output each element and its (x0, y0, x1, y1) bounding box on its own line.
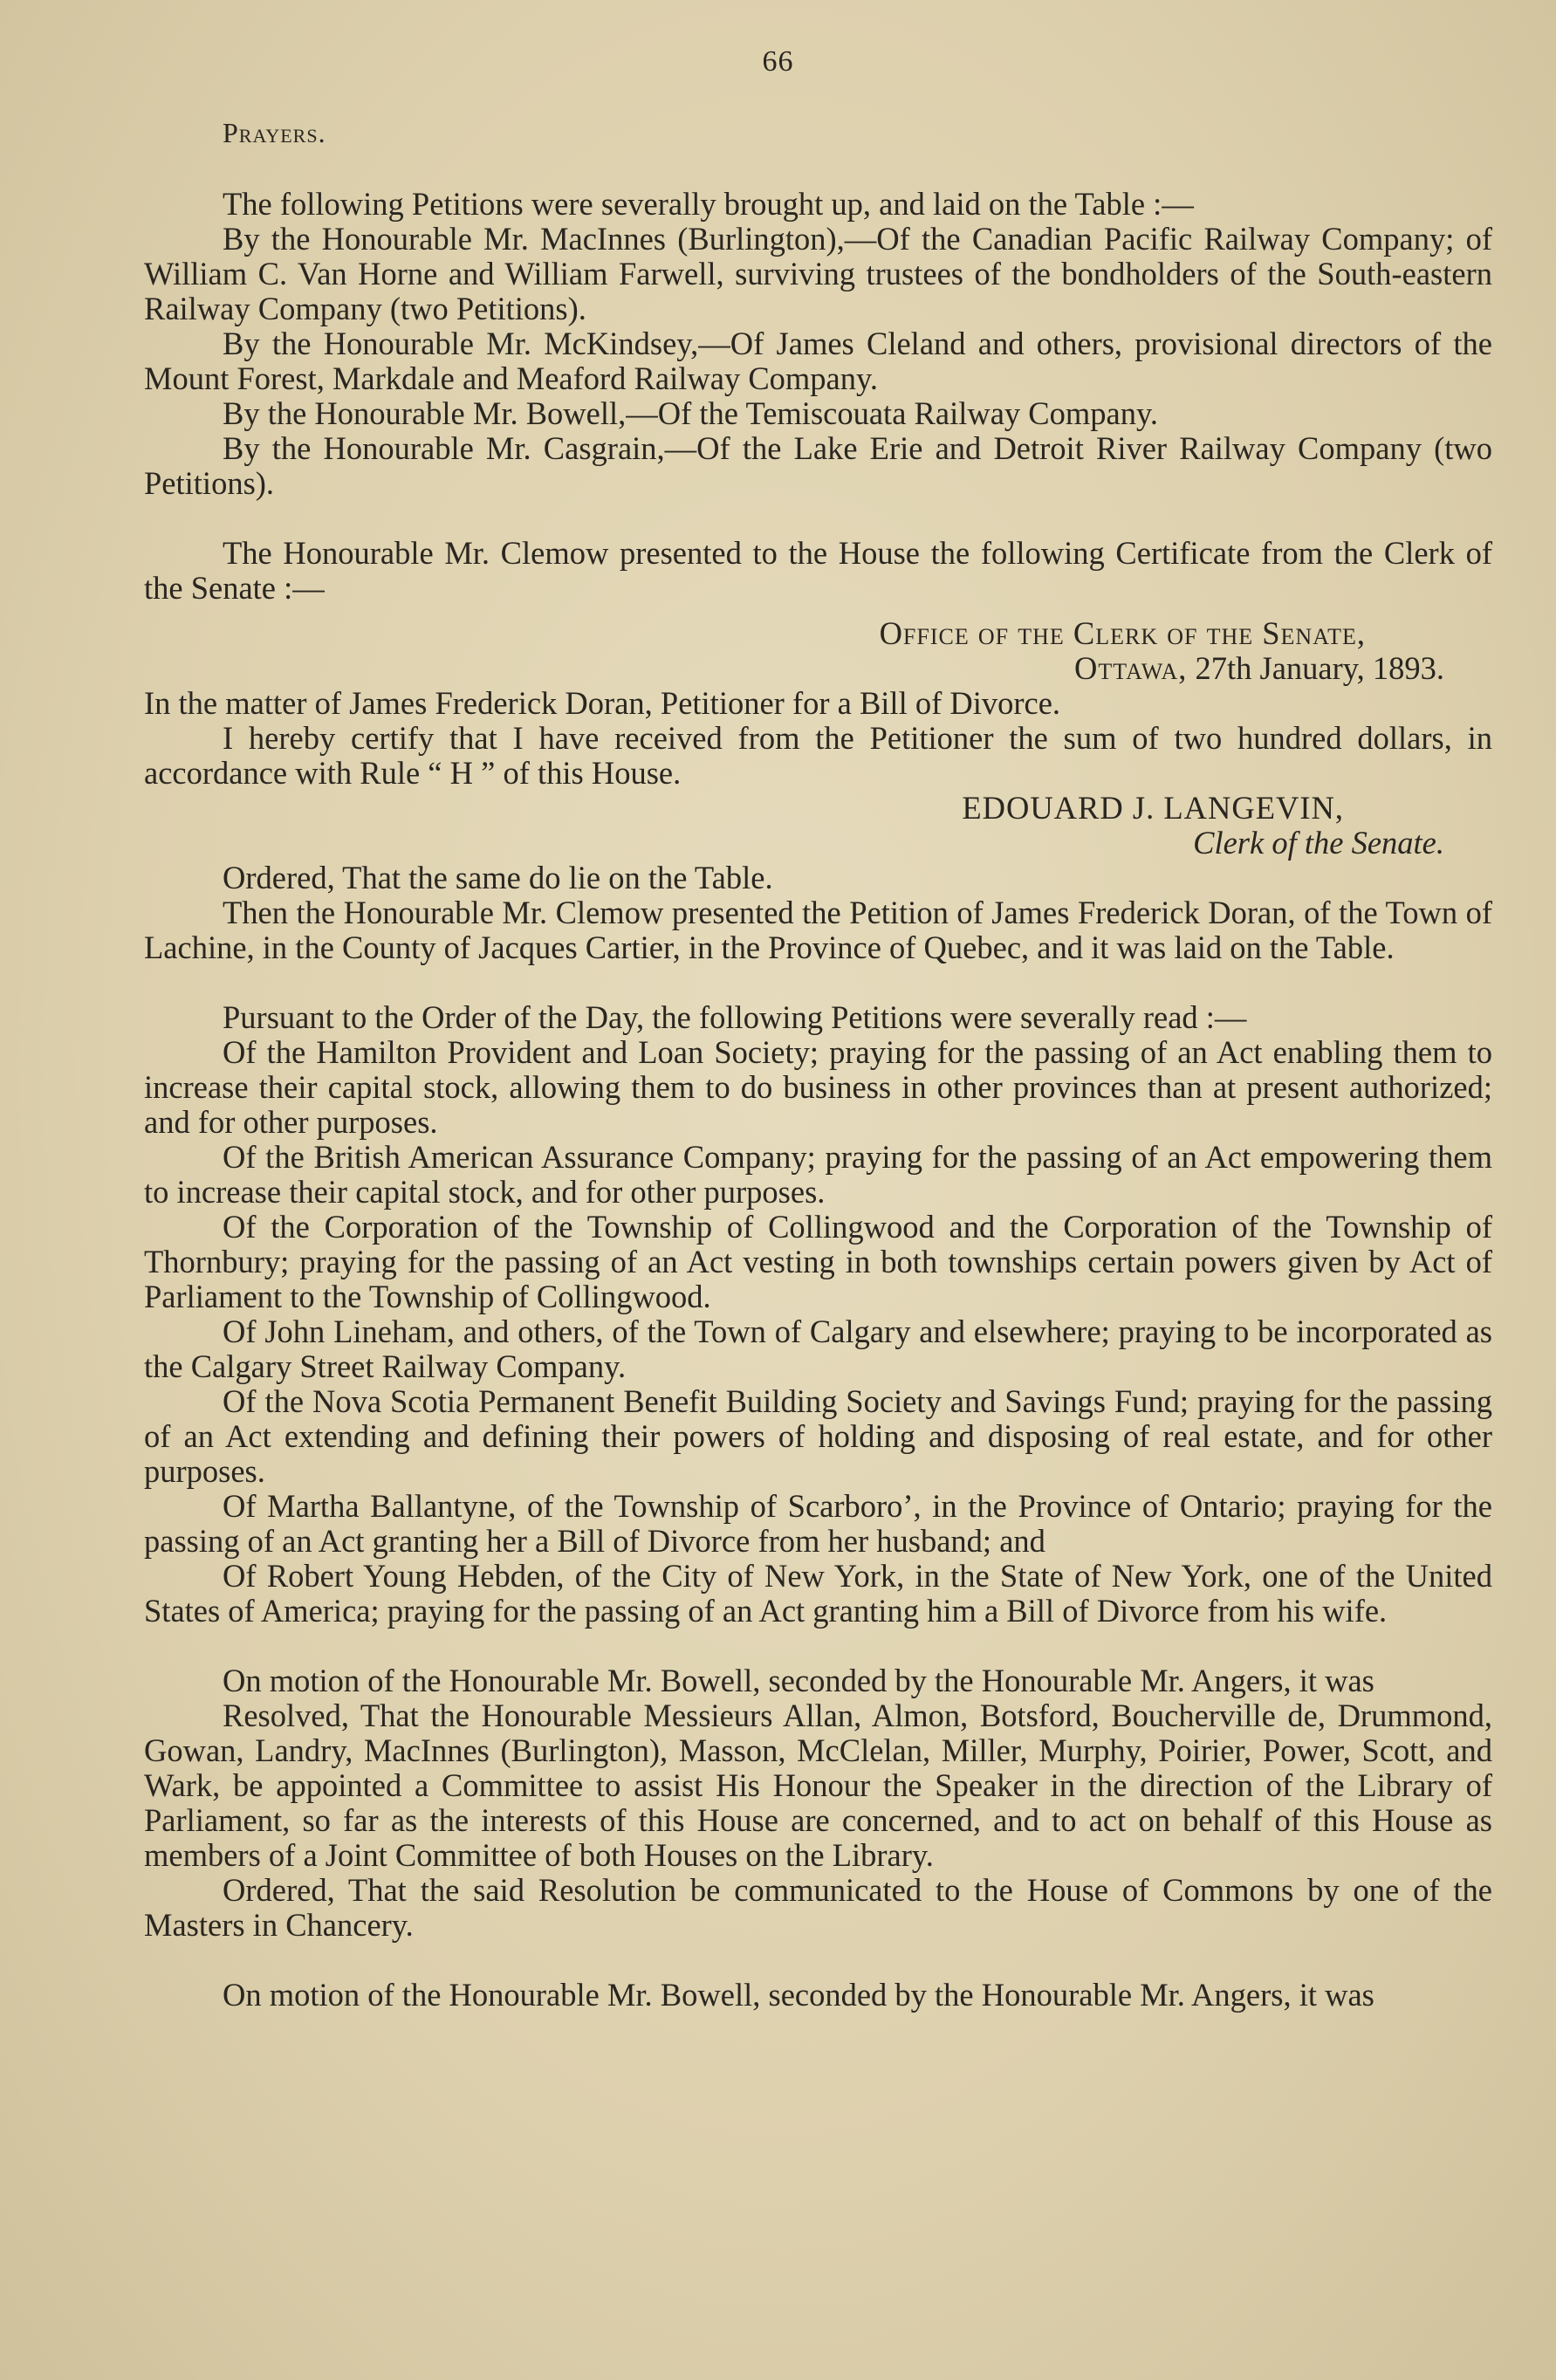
paragraph: The following Petitions were severally brought up, and laid on the Table :— (223, 186, 1194, 222)
page-body (144, 105, 1492, 2013)
paragraph: Then the Honourable Mr. Clemow presented the Petition of James Frederick Doran, of the Town of Lachine, in the County of Jacques Cartier, in the Province of Quebec, and it was laid on the Table. (144, 895, 1492, 965)
petition-item: Of the Nova Scotia Permanent Benefit Building Society and Savings Fund; praying for the passing of an Act extending and defining their powers of holding and disposing of real estate, and for other purposes. (144, 1383, 1492, 1489)
paragraph: By the Honourable Mr. MacInnes (Burlington),—Of the Canadian Pacific Railway Company; of William C. Van Horne and William Farwell, surviving trustees of the bondholders of the South-eastern Railway Company (two Petitions). (144, 221, 1492, 326)
petition-item: Of the Hamilton Provident and Loan Society; praying for the passing of an Act enabling them to increase their capital stock, allowing them to do business in other provinces than at present authorized; and for other purposes. (144, 1034, 1492, 1140)
petition-item: Of the Corporation of the Township of Collingwood and the Corporation of the Township of Thornbury; praying for the passing of an Act vesting in both townships certain powers given by Act of Parliament to the Township of Collingwood. (144, 1209, 1492, 1314)
petition-item: Of Robert Young Hebden, of the City of New York, in the State of New York, one of the United States of America; praying for the passing of an Act granting him a Bill of Divorce from his wife. (144, 1558, 1492, 1629)
section-heading: Prayers. (223, 117, 326, 148)
paragraph: By the Honourable Mr. Bowell,—Of the Temiscouata Railway Company. (223, 395, 1158, 431)
petition-item: Of Martha Ballantyne, of the Township of Scarboro’, in the Province of Ontario; praying for the passing of an Act granting her a Bill of Divorce from her husband; and (144, 1488, 1492, 1559)
certificate-intro: The Honourable Mr. Clemow presented to the House the following Certificate from the Clerk of the Senate :— (144, 535, 1492, 606)
certificate-date-line (144, 651, 1492, 686)
certificate-signer: EDOUARD J. LANGEVIN, (962, 790, 1344, 826)
petition-item: Of John Lineham, and others, of the Town of Calgary and elsewhere; praying to be incorporated as the Calgary Street Railway Company. (144, 1313, 1492, 1384)
paragraph: Pursuant to the Order of the Day, the following Petitions were severally read :— (223, 999, 1247, 1035)
resolved-paragraph: Resolved, That the Honourable Messieurs Allan, Almon, Botsford, Boucherville de, Drummond, Gowan, Landry, MacInnes (Burlington), Masson, McClelan, Miller, Murphy, Poirier, Power, Scott, and Wark, be appointed a Committee to assist His Honour the Speaker in the direction of the Library of Parliament, so far as the interests of this House are concerned, and to act on behalf of this House as members of a Joint Committee of both Houses on the Library. (144, 1698, 1492, 1873)
motion-paragraph: On motion of the Honourable Mr. Bowell, seconded by the Honourable Mr. Angers, it was (223, 1977, 1374, 2013)
paragraph: By the Honourable Mr. McKindsey,—Of James Cleland and others, provisional directors of the Mount Forest, Markdale and Meaford Railway Company. (144, 326, 1492, 396)
certificate-city: Ottawa, (1074, 650, 1188, 686)
certificate-body: I hereby certify that I have received from the Petitioner the sum of two hundred dollars, in accordance with Rule “ H ” of this House. (144, 720, 1492, 791)
ordered-paragraph: Ordered, That the said Resolution be communicated to the House of Commons by one of the Masters in Chancery. (144, 1872, 1492, 1943)
ordered-paragraph: Ordered, That the same do lie on the Table. (223, 860, 773, 895)
certificate-matter: In the matter of James Frederick Doran, Petitioner for a Bill of Divorce. (144, 685, 1061, 721)
page-number: 66 (762, 45, 794, 78)
certificate-signer-title: Clerk of the Senate. (1193, 825, 1444, 861)
certificate-date: 27th January, 1893. (1195, 650, 1444, 686)
motion-paragraph: On motion of the Honourable Mr. Bowell, seconded by the Honourable Mr. Angers, it was (223, 1663, 1374, 1698)
paragraph: By the Honourable Mr. Casgrain,—Of the Lake Erie and Detroit River Railway Company (two Petitions). (144, 430, 1492, 501)
certificate-office: Office of the Clerk of the Senate, (879, 615, 1366, 651)
petition-item: Of the British American Assurance Company; praying for the passing of an Act empowering them to increase their capital stock, and for other purposes. (144, 1139, 1492, 1210)
